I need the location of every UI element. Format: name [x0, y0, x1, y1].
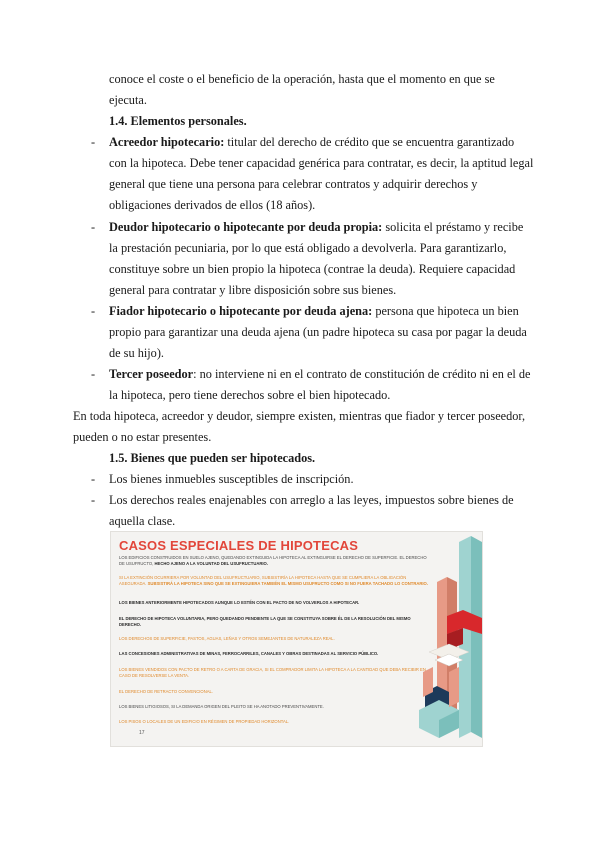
- isometric-building-illustration: [419, 532, 482, 746]
- list-item-term: Tercer poseedor: [109, 367, 194, 381]
- list-item-term: Deudor hipotecario o hipotecante por deuda propia:: [109, 220, 383, 234]
- list-bullet: -: [91, 304, 96, 318]
- section-heading: 1.5. Bienes que pueden ser hipotecados.: [109, 451, 316, 465]
- text-line: obligaciones derivados de ellos (18 años).: [109, 198, 316, 212]
- list-bullet: -: [91, 472, 96, 486]
- list-bullet: -: [91, 493, 96, 507]
- list-item-text: persona que hipoteca un bien: [372, 304, 519, 318]
- slide-list-item: LOS BIENES VENDIDOS CON PACTO DE RETRO O A CARTA DE GRACIA, SI EL COMPRADOR LIMITA LA HIPOTECA A LA CANTIDAD QUE DEBA RECIBIR EN CASO DE RESOLVERSE LA VENTA.: [119, 667, 426, 678]
- list-item: [109, 366, 531, 382]
- slide-item-highlight: HECHO AJENO A LA VOLUNTAD DEL USUFRUCTUARIO.: [154, 561, 268, 566]
- slide-item-text: LOS EDIFICIOS CONSTRUIDOS EN SUELO AJENO, QUEDANDO EXTINGUIDA LA HIPOTECA AL EXTINGUIRSE EL DERECHO DE SUPERFICIE. EL DERECHO DE USUFRUCTO,: [119, 555, 427, 566]
- text-line: la hipoteca, pero tiene derechos sobre el bien hipotecado.: [109, 388, 391, 402]
- text-line: ejecuta.: [109, 93, 147, 107]
- slide-image: [110, 531, 483, 747]
- list-item-text: : no interviene ni en el contrato de constitución de crédito ni en el de: [193, 367, 531, 381]
- list-bullet: -: [91, 220, 96, 234]
- list-item: Los bienes inmuebles susceptibles de inscripción.: [109, 472, 354, 486]
- list-item-text: titular del derecho de crédito que se encuentra garantizado: [224, 135, 515, 149]
- list-item: [109, 219, 523, 235]
- list-bullet: -: [91, 135, 96, 149]
- text-line: la prestación pecuniaria, por lo que está obligado a devolverla. Para garantizarlo,: [109, 241, 507, 255]
- paragraph-line: pueden o no estar presentes.: [73, 430, 212, 444]
- slide-item-highlight: LAS CONCESIONES ADMINISTRATIVAS DE MINAS, FERROCARRILES, CANALES Y OBRAS DESTINADAS AL SERVICIO PÚBLICO.: [119, 651, 379, 656]
- list-bullet: -: [91, 367, 96, 381]
- slide-list-item: LOS BIENES LITIGIOSOS, SI LA DEMANDA ORIGEN DEL PLEITO SE HA ANOTADO PREVENTIVAMENTE.: [119, 704, 324, 709]
- section-heading: 1.4. Elementos personales.: [109, 114, 247, 128]
- list-item-text: solicita el préstamo y recibe: [382, 220, 524, 234]
- text-line: aquella clase.: [109, 514, 176, 528]
- text-line: de su hijo).: [109, 346, 164, 360]
- slide-list-item: EL DERECHO DE RETRACTO CONVENCIONAL.: [119, 689, 214, 694]
- paragraph-line: En toda hipoteca, acreedor y deudor, siempre existen, mientras que fiador y tercer poseedor,: [73, 409, 526, 423]
- text-line: propio para garantizar una deuda ajena (un padre hipoteca su casa por pagar la deuda: [109, 325, 527, 339]
- slide-item-highlight: SUBSISTIRÁ LA HIPOTECA SINO QUE SE EXTINGUIERA TAMBIÉN EL MISMO USUFRUCTO COMO SI NO FUERA TACHADO LO CONTRARIO.: [147, 581, 428, 586]
- slide-list-item: LOS DERECHOS DE SUPERFICIE, PASTOS, AGUAS, LEÑAS Y OTROS SEMEJANTES DE NATURALEZA REAL.: [119, 636, 335, 641]
- text-line: conoce el coste o el beneficio de la operación, hasta que el momento en que se: [109, 72, 495, 86]
- list-item: Los derechos reales enajenables con arreglo a las leyes, impuestos sobre bienes de: [109, 493, 514, 507]
- slide-list-item: [119, 575, 429, 587]
- text-line: general para contratar y libre disposición sobre sus bienes.: [109, 283, 397, 297]
- slide-list-item: [119, 651, 429, 657]
- slide-item-text: SI LA EXTINCIÓN OCURRIERA POR VOLUNTAD DEL USUFRUCTUARIO, SUBSISTIRÍA LA HIPOTECA HASTA QUE SE CUMPLIERA LA OBLIGACIÓN ASEGURADA.: [119, 575, 407, 586]
- text-line: constituye sobre un bien propio la hipoteca (contrae la deuda). Requiere capacidad: [109, 262, 516, 276]
- text-line: con la hipoteca. Debe tener capacidad genérica para contratar, es decir, la aptitud legal: [109, 156, 534, 170]
- slide-list-item: [119, 600, 429, 606]
- slide-item-highlight: EL DERECHO DE HIPOTECA VOLUNTARIA, PERO QUEDANDO PENDIENTE LA QUE SE CONSTITUYA SOBRE ÉL DE LA RESOLUCIÓN DEL MISMO DERECHO.: [119, 616, 411, 627]
- text-line: general que tiene una persona para celebrar contratos y adquirir derechos y: [109, 177, 478, 191]
- slide-list-item: [119, 555, 429, 567]
- slide-list-item: [119, 616, 429, 628]
- list-item-term: Fiador hipotecario o hipotecante por deuda ajena:: [109, 304, 373, 318]
- list-item: [109, 303, 519, 319]
- slide-title: CASOS ESPECIALES DE HIPOTECAS: [119, 538, 359, 553]
- list-item-term: Acreedor hipotecario:: [109, 135, 225, 149]
- list-item: [109, 134, 514, 150]
- slide-page-number: 17: [139, 730, 145, 736]
- slide-item-highlight: LOS BIENES ANTERIORMENTE HIPOTECADOS AUNQUE LO ESTÉN CON EL PACTO DE NO VOLVERLOS A HIPOTECAR.: [119, 600, 360, 605]
- slide-list-item: LOS PISOS O LOCALES DE UN EDIFICIO EN RÉGIMEN DE PROPIEDAD HORIZONTAL.: [119, 719, 290, 724]
